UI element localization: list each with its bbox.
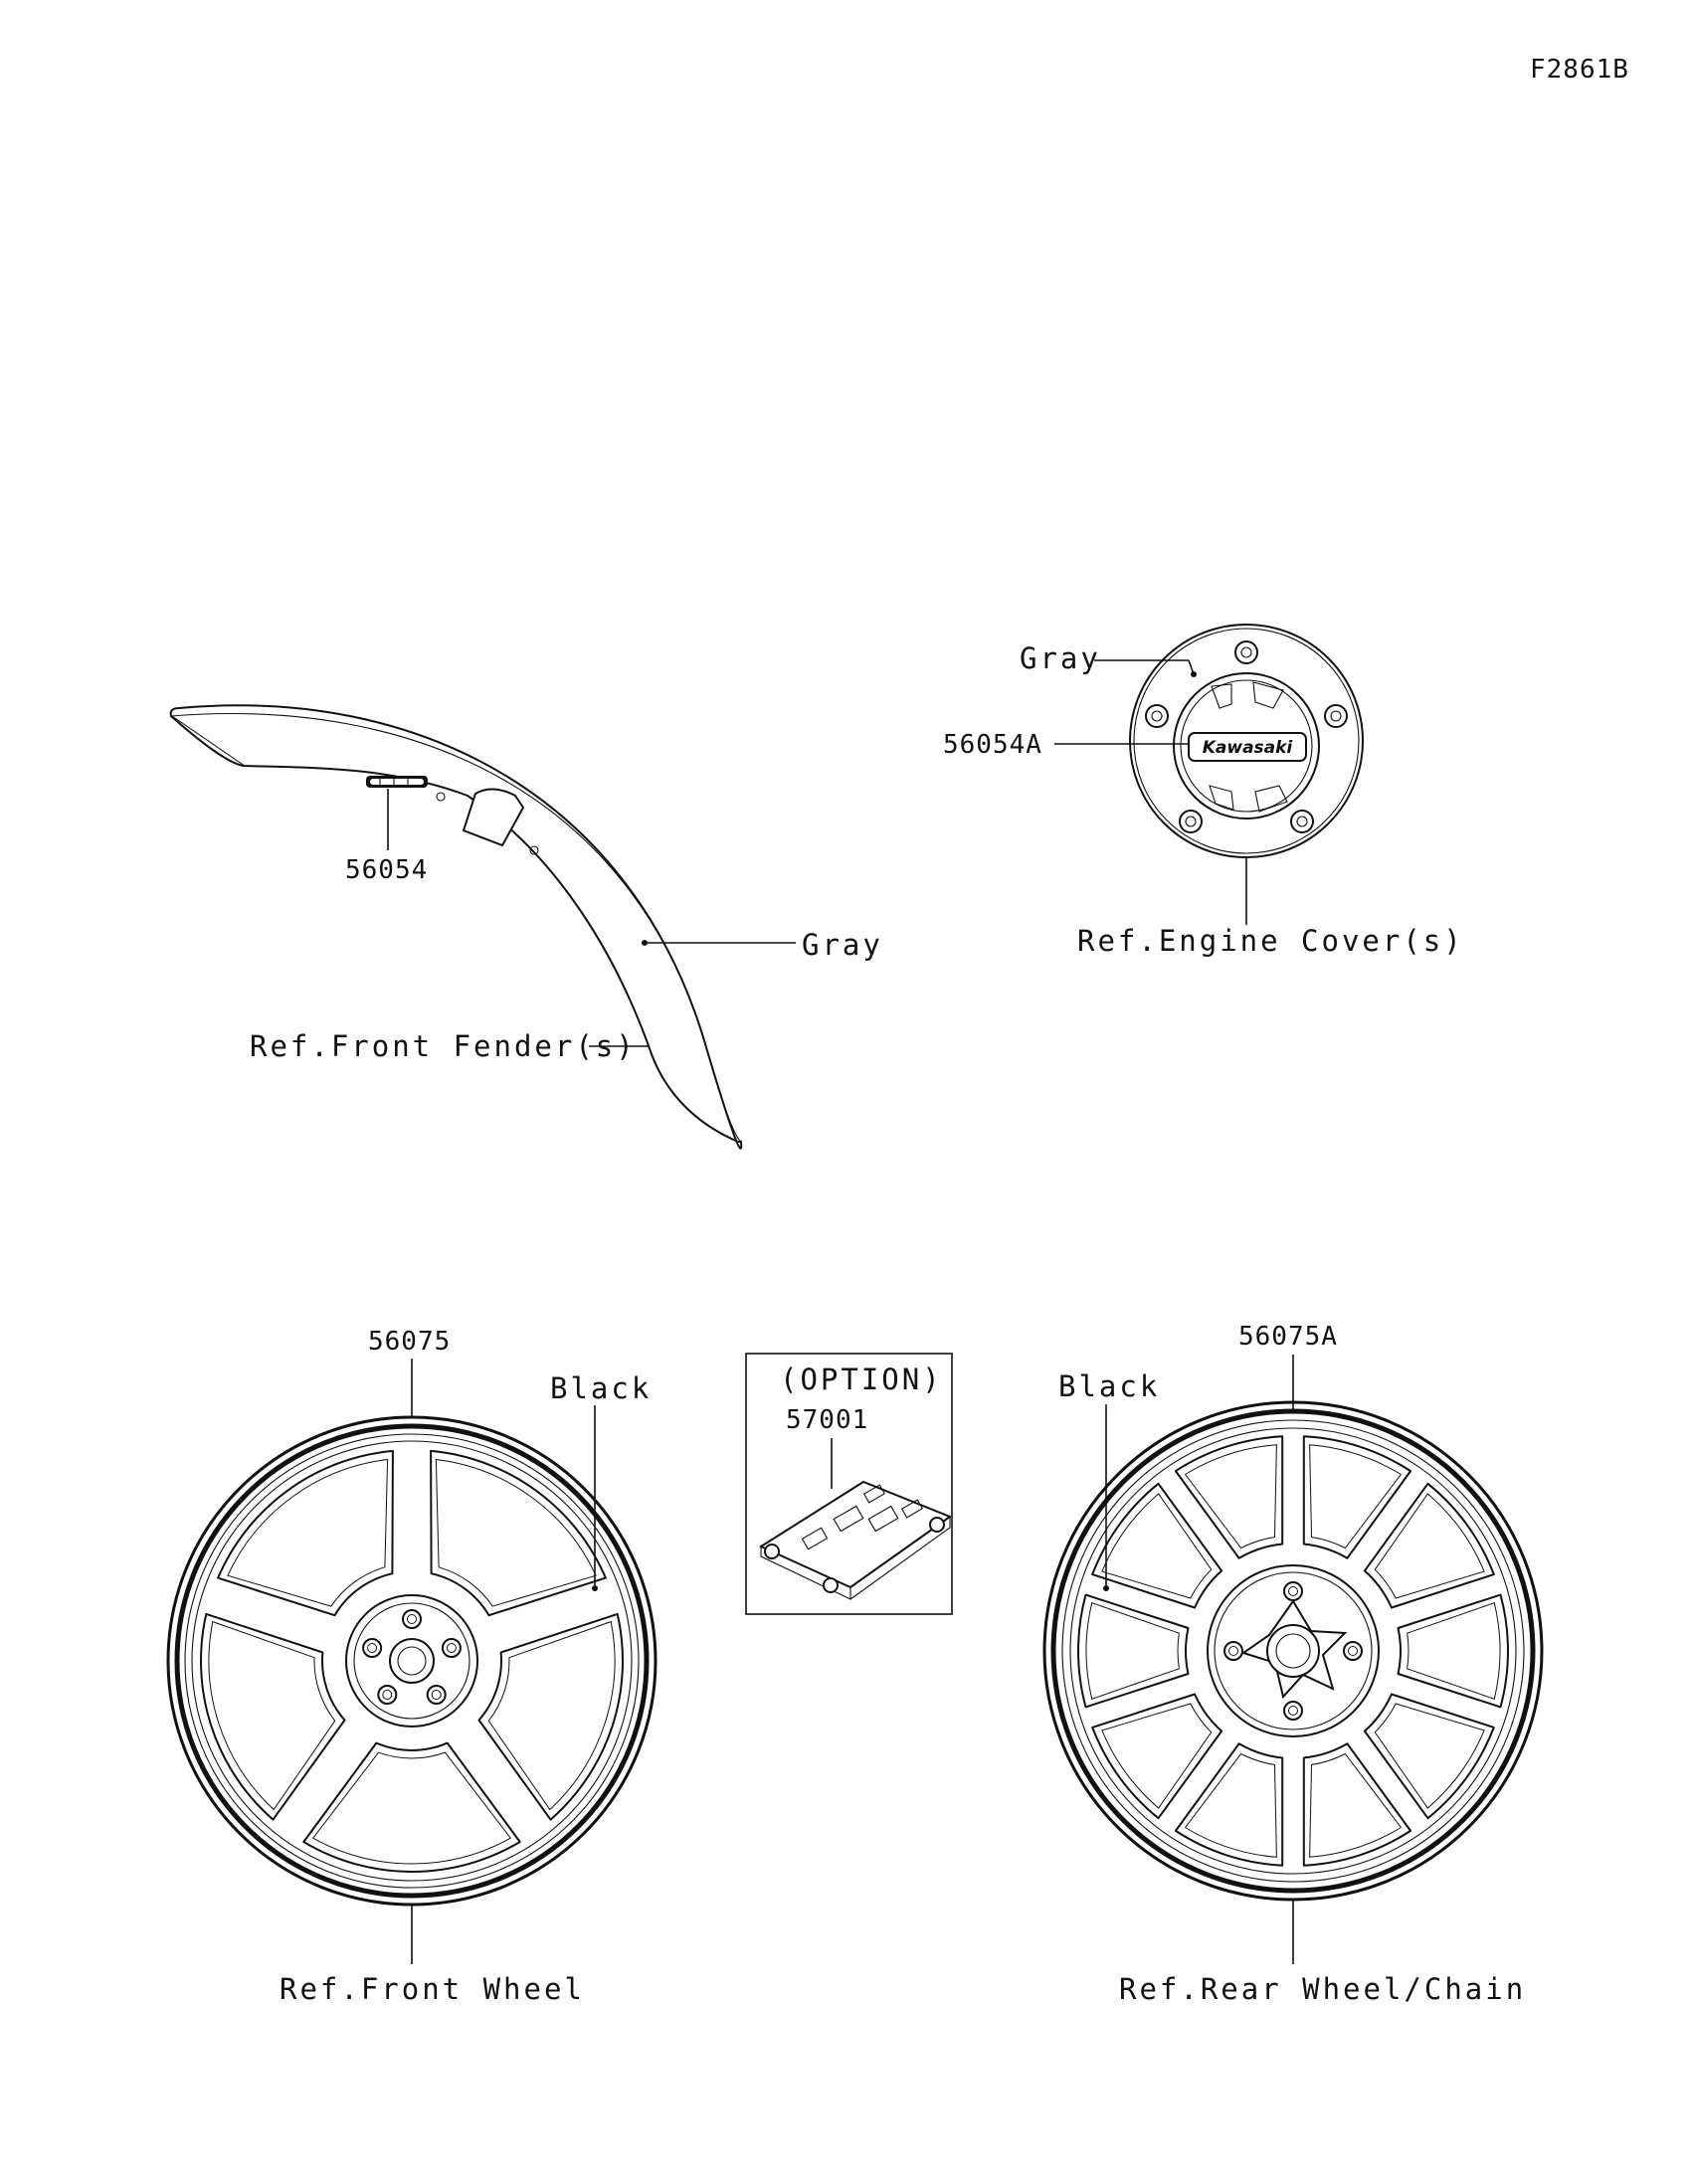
- black-marker-rear: [1103, 1585, 1109, 1591]
- front-wheel-bolt: [378, 1686, 396, 1704]
- rear-wheel-color-label: Black: [1058, 1369, 1161, 1403]
- option-title: (OPTION): [780, 1363, 943, 1396]
- black-marker-front: [592, 1585, 598, 1591]
- part-number-56075a: 56075A: [1238, 1322, 1338, 1352]
- ref-front-fender-label: Ref.Front Fender(s): [250, 1029, 637, 1063]
- part-number-57001: 57001: [786, 1405, 869, 1435]
- part-number-56054a: 56054A: [943, 730, 1042, 760]
- front-wheel-bolt: [403, 1610, 421, 1628]
- fender-color-label: Gray: [802, 928, 883, 962]
- engine-cover: [1130, 625, 1363, 857]
- front-wheel: [168, 1417, 656, 1905]
- front-wheel-bolt: [428, 1686, 446, 1704]
- front-wheel-color-label: Black: [550, 1371, 653, 1405]
- rear-wheel-bolt: [1284, 1582, 1302, 1600]
- engine-cover-color-label: Gray: [1020, 641, 1101, 675]
- gray-marker-cover: [1191, 671, 1197, 677]
- part-number-56075: 56075: [368, 1327, 452, 1357]
- part-number-56054: 56054: [345, 855, 429, 885]
- front-fender: [171, 705, 742, 1148]
- front-wheel-bolt: [363, 1639, 381, 1657]
- diagram-code: F2861B: [1530, 55, 1629, 85]
- ref-rear-wheel-label: Ref.Rear Wheel/Chain: [1119, 1972, 1527, 2006]
- kawasaki-emblem-text: Kawasaki: [1202, 738, 1293, 758]
- ref-front-wheel-label: Ref.Front Wheel: [280, 1972, 585, 2006]
- rear-wheel: [1044, 1402, 1542, 1900]
- fender-decal-56054: [366, 776, 428, 788]
- front-wheel-bolt: [443, 1639, 461, 1657]
- rear-wheel-bolt: [1344, 1642, 1362, 1660]
- ref-engine-cover-label: Ref.Engine Cover(s): [1077, 924, 1464, 958]
- rear-wheel-bolt: [1284, 1702, 1302, 1720]
- rear-wheel-bolt: [1224, 1642, 1242, 1660]
